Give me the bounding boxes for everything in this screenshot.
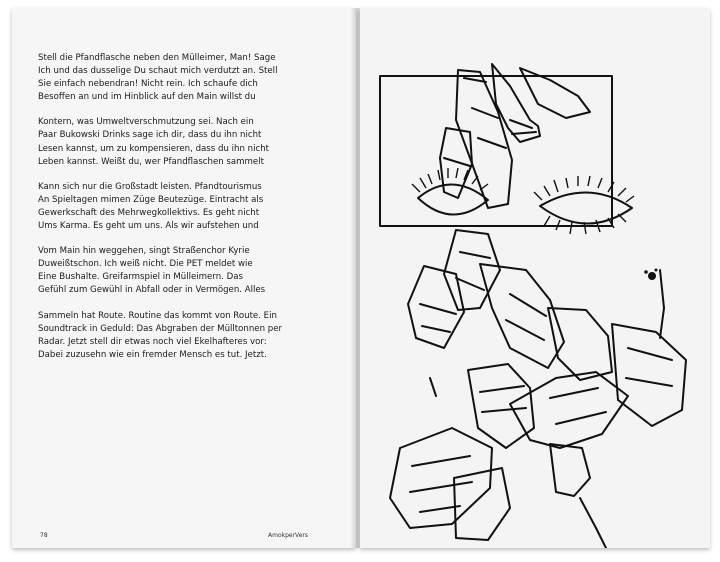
text-line: Leben kannst. Weißt du, wer Pfandflaschen sammelt	[38, 156, 264, 167]
text-line: Radar. Jetzt stell dir etwas noch viel Ekelhafteres vor:	[38, 336, 267, 347]
text-line: Kontern, was Umweltverschmutzung sei. Nach ein	[38, 117, 254, 128]
page-number: 78	[40, 532, 48, 539]
face-illustration	[360, 8, 710, 548]
running-head: AmokperVers	[268, 532, 308, 539]
stanza	[38, 181, 338, 233]
bottle-ridges	[626, 348, 672, 386]
text-line: Kann sich nur die Großstadt leisten. Pfandtourismus	[38, 181, 262, 192]
text-line: Sammeln hat Route. Routine das kommt von Route. Ein	[38, 310, 277, 321]
bottle-ridges	[410, 456, 472, 512]
text-line: An Spieltagen mimen Züge Beutezüge. Eintracht als	[38, 194, 264, 205]
left-eye	[418, 184, 488, 214]
text-line: Sie einfach nebendran! Nicht rein. Ich schaufe dich	[38, 79, 258, 90]
eyelashes	[412, 168, 634, 234]
bottle-shape	[444, 230, 500, 310]
text-line: Stell die Pfandflasche neben den Mülleimer, Man! Sage	[38, 53, 276, 63]
bottle-cap	[550, 444, 590, 496]
text-line: Vom Main hin weggehen, singt Straßenchor Kyrie	[38, 246, 250, 257]
stanza	[38, 245, 338, 297]
ink-blots	[644, 269, 657, 281]
bottle-shape	[480, 264, 564, 368]
text-line: Ich und das dusselige Du schaut mich verdutzt an. Stell	[38, 66, 278, 77]
bottle-ridges	[506, 294, 546, 340]
bottle-shape	[510, 372, 628, 448]
stanza	[38, 310, 338, 362]
text-line: Ums Karma. Es geht um uns. Als wir aufstehen und	[38, 221, 259, 232]
stroke-line	[660, 270, 664, 338]
bottle-ridges	[444, 158, 470, 166]
text-line: Soundtrack in Geduld: Das Abgraben der Mülltonnen per	[38, 323, 283, 334]
left-page	[12, 8, 356, 548]
text-line: Eine Bushalte. Greifarmspiel in Mülleimern. Das	[38, 272, 243, 283]
right-eye	[540, 192, 632, 223]
poem-text	[38, 52, 338, 374]
text-line: Gefühl zum Gewühl in Abfall oder in Vermögen. Alles	[38, 285, 266, 296]
eyelash-mark	[430, 378, 436, 396]
stanza	[38, 116, 338, 168]
stanza	[38, 52, 338, 104]
text-line: Besoffen an und im Hinblick auf den Main willst du	[38, 92, 256, 103]
bottle-shape	[612, 324, 686, 426]
bottle-shape	[390, 428, 492, 528]
bottle-shape	[468, 364, 534, 448]
text-line: Dabei zuzusehn wie ein fremder Mensch es tut. Jetzt.	[38, 349, 267, 360]
text-line: Paar Bukowski Drinks sage ich dir, dass du ihn nicht	[38, 130, 262, 141]
bottle-shape	[454, 468, 510, 540]
text-line: Gewerkschaft des Mehrwegkollektivs. Es geht nicht	[38, 207, 260, 218]
bottle-shape	[548, 308, 612, 380]
right-page	[360, 8, 710, 548]
bottle-ridges	[550, 388, 606, 424]
bottle-ridges	[420, 304, 456, 332]
stroke-line	[580, 498, 606, 548]
text-line: Duweißtschon. Ich weiß nicht. Die PET meldet wie	[38, 259, 253, 270]
text-line: Lesen kannst, um zu kompensieren, dass du ihn nicht	[38, 143, 270, 154]
